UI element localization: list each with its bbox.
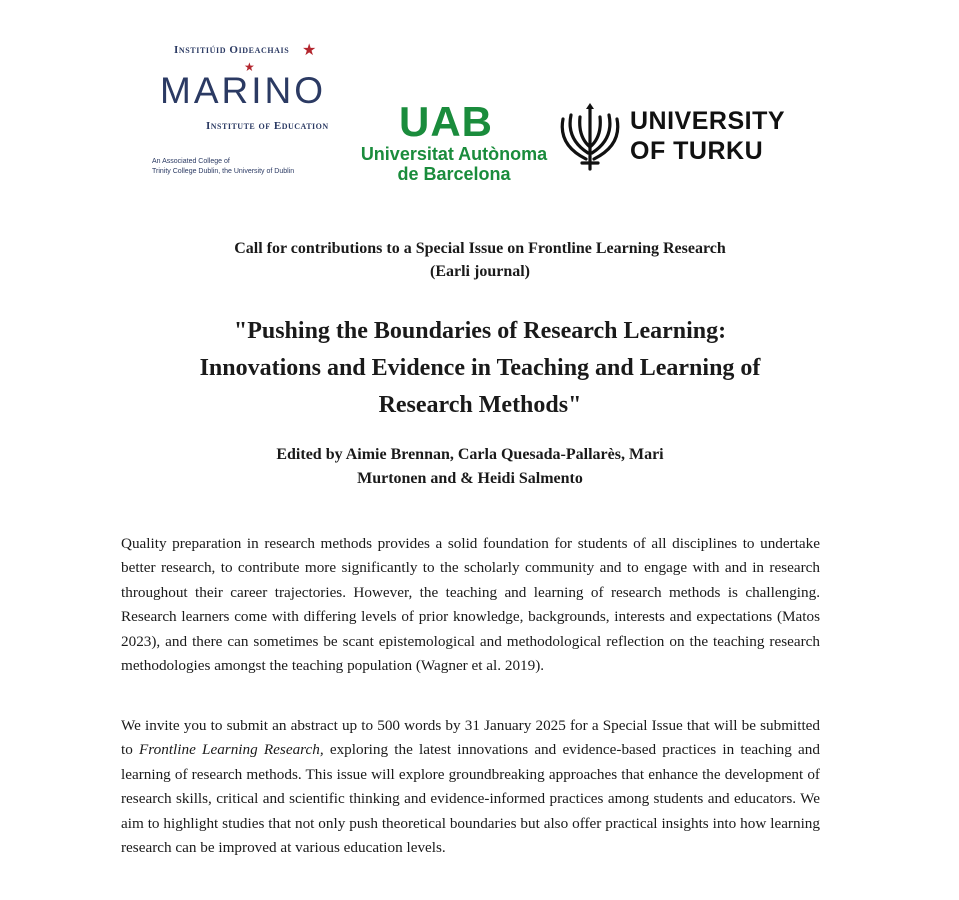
editors-line1: Edited by Aimie Brennan, Carla Quesada-Pallarès, Mari — [276, 446, 664, 463]
invitation-text-before: We invite you to submit an abstract up to 500 words by 31 January 2025 for a Special Issue that will be submitted to — [121, 717, 820, 759]
invitation-text-after: exploring the latest innovations and evidence-based practices in teaching and learning of research methods. This issue will explore groundbreaking approaches that enhance the development of research skills, critical and scientific thinking and evidence-informed practices among students and educators. We aim to highlight studies that not only push theoretical boundaries but also offer practical insights into how learning research can be improved at various education levels. — [121, 741, 820, 857]
turku-logo — [558, 103, 808, 173]
title-line2: Innovations and Evidence in Teaching and Learning of — [199, 355, 761, 381]
marino-subtitle: Institute of Education — [206, 120, 329, 132]
marino-irish-name: Institiúid Oideachais — [174, 44, 290, 56]
title-line1: "Pushing the Boundaries of Research Learning: — [233, 318, 727, 344]
star-icon: ★ — [302, 42, 317, 59]
trident-emblem-icon — [558, 103, 622, 173]
paragraph-intro: Quality preparation in research methods provides a solid foundation for students of all disciplines to undertake better research, to contribute more significantly to the scholarly community and to engage with and in research throughout their career trajectories. However, the teaching and learning of research methods is challenging. Research learners come with differing levels of prior knowledge, backgrounds, interests and expectations (Matos 2023), and there can sometimes be scant epistemological and methodological reflection on the teaching research methodologies amongst the teaching population (Wagner et al. 2019). — [121, 535, 820, 675]
uab-acronym: UAB — [399, 98, 493, 145]
turku-line1: UNIVERSITY — [630, 107, 786, 135]
uab-line2: de Barcelona — [397, 164, 511, 184]
marino-wordmark: MARINO — [160, 70, 326, 111]
marino-associated-line2: Trinity College Dublin, the University of Dublin — [152, 168, 295, 175]
title-line3: Research Methods" — [378, 392, 582, 418]
turku-line2: OF TURKU — [630, 137, 764, 165]
special-issue-title — [110, 313, 850, 424]
journal-name: Frontline Learning Research, — [139, 741, 324, 759]
call-heading — [120, 237, 840, 283]
marino-logo — [150, 38, 350, 183]
editors-line2: Murtonen and & Heidi Salmento — [357, 470, 583, 487]
marino-associated-line1: An Associated College of — [152, 158, 230, 165]
uab-logo — [349, 100, 559, 184]
paragraph-invitation — [121, 714, 820, 860]
uab-line1: Universitat Autònoma — [360, 144, 548, 164]
editors — [200, 443, 740, 491]
star-icon: ★ — [244, 60, 255, 74]
call-line1: Call for contributions to a Special Issue on Frontline Learning Research — [234, 240, 726, 257]
call-line2: (Earli journal) — [430, 263, 530, 280]
